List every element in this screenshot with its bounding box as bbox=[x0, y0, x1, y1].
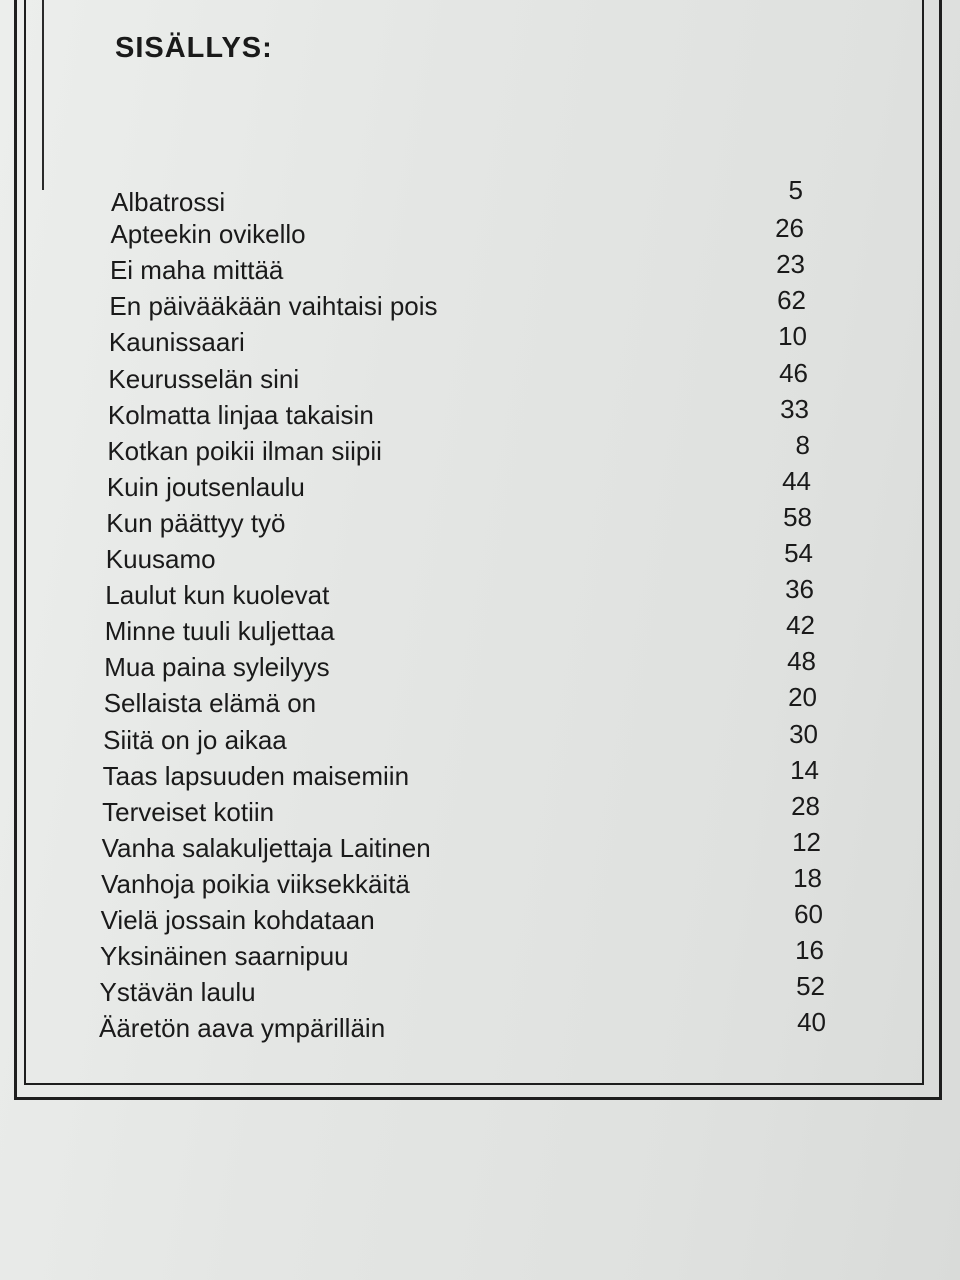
toc-entry-page-number: 52 bbox=[796, 971, 825, 1002]
toc-entry-page-number: 60 bbox=[794, 899, 823, 929]
toc-entry bbox=[0, 1007, 960, 1049]
toc-entry-title: Terveiset kotiin bbox=[102, 796, 275, 827]
toc-entry-title: Vanha salakuljettaja Laitinen bbox=[101, 832, 431, 863]
toc-entry bbox=[0, 393, 960, 436]
toc-entry bbox=[0, 249, 960, 291]
toc-entry-page-number: 54 bbox=[784, 538, 813, 568]
toc-entry-title: Kotkan poikii ilman siipii bbox=[107, 435, 382, 466]
toc-entry-page-number: 18 bbox=[793, 862, 822, 893]
toc-entry-title: Ei maha mittää bbox=[109, 255, 284, 286]
toc-entry-title: Vanhoja poikia viiksekkäitä bbox=[101, 868, 410, 899]
toc-entry-page-number: 44 bbox=[782, 465, 811, 496]
toc-entry-page-number: 8 bbox=[795, 429, 810, 460]
toc-entry-title: Kun päättyy työ bbox=[106, 507, 286, 538]
toc-entry-title: Laulut kun kuolevat bbox=[105, 580, 330, 611]
toc-entry bbox=[0, 501, 960, 544]
toc-entry-page-number: 30 bbox=[789, 718, 818, 749]
toc-entry bbox=[0, 610, 960, 652]
toc-entry-title: Vielä jossain kohdataan bbox=[100, 905, 375, 935]
toc-entry-page-number: 26 bbox=[775, 213, 804, 244]
toc-entry-title: Siitä on jo aikaa bbox=[103, 724, 287, 755]
toc-entry-title: Kuin joutsenlaulu bbox=[106, 471, 305, 502]
toc-entry-title: Ystävän laulu bbox=[99, 977, 256, 1008]
toc-entry-page-number: 14 bbox=[790, 754, 819, 785]
toc-entry-page-number: 42 bbox=[786, 610, 815, 641]
toc-entry-title: Mua paina syleilyys bbox=[104, 652, 330, 683]
toc-entry bbox=[0, 574, 960, 616]
toc-entry-page-number: 28 bbox=[791, 790, 820, 821]
toc-entry-page-number: 16 bbox=[795, 935, 824, 966]
toc-entry-title: Sellaista elämä on bbox=[103, 688, 317, 719]
toc-entry-page-number: 48 bbox=[787, 646, 816, 677]
toc-entry-title: En päivääkään vaihtaisi pois bbox=[109, 291, 438, 322]
toc-entry-page-number: 23 bbox=[776, 249, 805, 280]
toc-entry bbox=[0, 429, 960, 472]
toc-entry-title: Kuusamo bbox=[105, 544, 216, 574]
toc-entry-page-number: 12 bbox=[792, 826, 821, 857]
toc-entry-page-number: 40 bbox=[797, 1007, 826, 1038]
page-title: SISÄLLYS: bbox=[115, 32, 273, 64]
toc-entry bbox=[0, 213, 960, 255]
toc-entry-title: Kaunissaari bbox=[108, 327, 245, 358]
toc-entry-title: Keurusselän sini bbox=[108, 363, 300, 394]
toc-entry-page-number: 46 bbox=[779, 357, 808, 388]
toc-entry bbox=[0, 285, 960, 327]
toc-entry-page-number: 5 bbox=[788, 175, 803, 205]
toc-entry-title: Yksinäinen saarnipuu bbox=[100, 941, 349, 972]
toc-entry-title: Kolmatta linjaa takaisin bbox=[107, 399, 374, 430]
toc-entry-title: Minne tuuli kuljettaa bbox=[104, 616, 335, 647]
toc-entry bbox=[0, 538, 960, 580]
toc-entry-title: Apteekin ovikello bbox=[110, 219, 306, 250]
toc-entry bbox=[0, 175, 960, 219]
toc-entry-page-number: 10 bbox=[778, 321, 807, 352]
toc-entry-title: Ääretön aava ympärilläin bbox=[99, 1013, 386, 1044]
toc-entry bbox=[0, 465, 960, 508]
toc-entry-page-number: 36 bbox=[785, 574, 814, 605]
toc-entry-title: Taas lapsuuden maisemiin bbox=[102, 760, 410, 791]
toc-entry bbox=[0, 321, 960, 363]
toc-entry-page-number: 62 bbox=[777, 285, 806, 316]
toc-entry-title: Albatrossi bbox=[111, 187, 226, 217]
toc-entry bbox=[0, 357, 960, 400]
toc-entry-page-number: 58 bbox=[783, 501, 812, 532]
toc-entry-page-number: 20 bbox=[788, 682, 817, 713]
toc-entry-page-number: 33 bbox=[780, 393, 809, 424]
